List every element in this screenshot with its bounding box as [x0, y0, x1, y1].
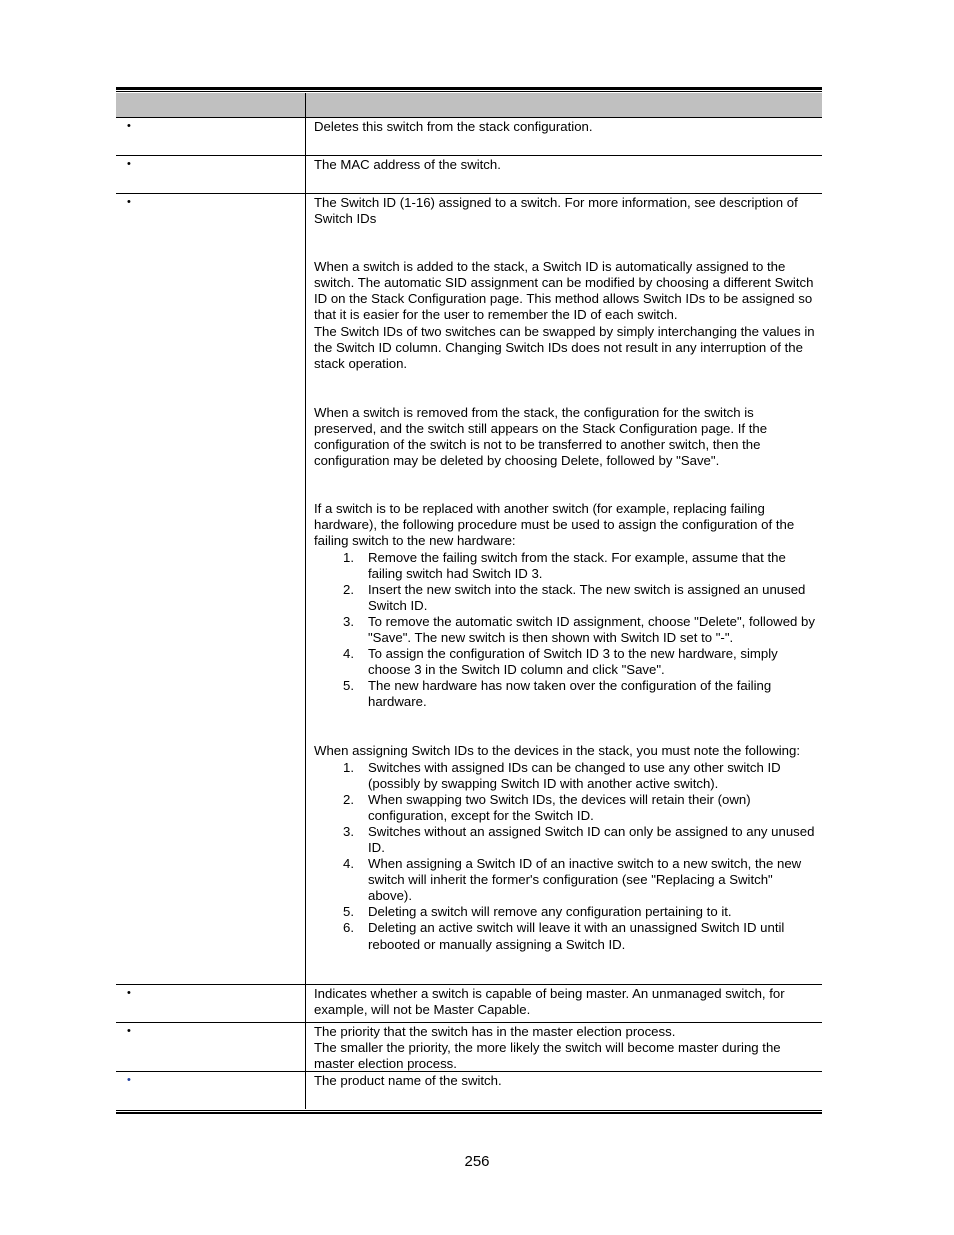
list-text: To assign the configuration of Switch ID 3 to the new hardware, simply choose 3 in the Switch ID column and click "Save".: [368, 646, 778, 678]
list-number: 3.: [343, 613, 354, 629]
list-text: When swapping two Switch IDs, the devices will retain their (own) configuration, except for the Switch ID.: [368, 791, 751, 823]
page-number: 256: [464, 1153, 490, 1170]
list-number: 2.: [343, 791, 354, 807]
table-bottom-rule-thin: [116, 1110, 822, 1111]
table-bottom-rule: [116, 1112, 822, 1114]
description-text: The Switch ID (1-16) assigned to a switch. For more information, see description of Switch IDs: [314, 195, 798, 227]
list-item: [314, 824, 816, 856]
row-object-cell: [116, 985, 306, 1022]
list-item: [314, 856, 816, 904]
row-object-cell: [116, 118, 306, 155]
row-description-cell: [306, 1023, 822, 1071]
description-text: The Switch IDs of two switches can be swapped by simply interchanging the values in the Switch ID column. Changing Switch IDs does not result in any interruption of the stack operation.: [314, 323, 815, 371]
parameter-table: [116, 87, 822, 1114]
list-number: 5.: [343, 678, 354, 694]
description-text: When assigning Switch IDs to the devices in the stack, you must note the following:: [314, 743, 800, 759]
list-number: 6.: [343, 920, 354, 936]
row-description-cell: [306, 194, 822, 984]
list-text: Deleting a switch will remove any configuration pertaining to it.: [368, 904, 732, 920]
list-item: [314, 582, 816, 614]
bullet-icon: •: [127, 120, 131, 132]
list-item: [314, 920, 816, 952]
list-text: To remove the automatic switch ID assignment, choose "Delete", followed by "Save". The new switch is then shown with Switch ID set to "-".: [368, 613, 815, 645]
row-description-cell: [306, 985, 822, 1022]
table-top-rule-thin: [116, 91, 822, 92]
bullet-icon: •: [127, 158, 131, 170]
list-item: [314, 550, 816, 582]
list-item: [314, 646, 816, 678]
list-number: 5.: [343, 904, 354, 920]
bullet-icon: •: [127, 987, 131, 999]
list-text: Insert the new switch into the stack. The new switch is assigned an unused Switch ID.: [368, 581, 806, 613]
list-number: 4.: [343, 856, 354, 872]
paragraph-gap: [314, 469, 816, 501]
list-item: [314, 614, 816, 646]
list-item: [314, 904, 816, 920]
description-text: The priority that the switch has in the master election process.: [314, 1024, 676, 1039]
paragraph-gap: [314, 227, 816, 259]
list-text: Switches without an assigned Switch ID can only be assigned to any unused ID.: [368, 823, 815, 855]
bullet-icon: •: [127, 1025, 131, 1037]
row-object-cell: [116, 1023, 306, 1071]
list-item: [314, 792, 816, 824]
list-text: When assigning a Switch ID of an inactive switch to a new switch, the new switch will inherit the former's configuration (see "Replacing a Switch" above).: [368, 856, 802, 904]
table-row: [116, 985, 822, 1023]
paragraph-gap: [314, 372, 816, 405]
paragraph-gap: [314, 710, 816, 743]
table-row: [116, 1023, 822, 1072]
row-object-cell: [116, 194, 306, 984]
bullet-icon: •: [127, 1074, 131, 1086]
header-cell-object: [116, 93, 306, 117]
description-text: Indicates whether a switch is capable of being master. An unmanaged switch, for example, will not be Master Capable.: [314, 986, 785, 1018]
list-text: Remove the failing switch from the stack. For example, assume that the failing switch had Switch ID 3.: [368, 549, 786, 581]
table-row: [116, 1072, 822, 1109]
list-number: 2.: [343, 581, 354, 597]
row-description-cell: [306, 156, 822, 193]
description-text: The smaller the priority, the more likely the switch will become master during the master election process.: [314, 1040, 781, 1072]
list-text: Deleting an active switch will leave it with an unassigned Switch ID until rebooted or manually assigning a Switch ID.: [368, 920, 785, 952]
replace-switch-steps: [314, 550, 816, 711]
switch-id-notes: [314, 760, 816, 953]
description-text: If a switch is to be replaced with another switch (for example, replacing failing hardware), the following procedure must be used to assign the configuration of the failing switch to the new hardware:: [314, 501, 795, 549]
description-text: When a switch is removed from the stack, the configuration for the switch is preserved, and the switch still appears on the Stack Configuration page. If the configuration of the switch is not to be transferred to another switch, then the configuration may be deleted by choosing Delete, followed by "Save".: [314, 404, 768, 469]
list-number: 1.: [343, 759, 354, 775]
table-row: [116, 156, 822, 194]
list-number: 1.: [343, 549, 354, 565]
row-object-cell: [116, 156, 306, 193]
list-item: [314, 678, 816, 710]
list-number: 3.: [343, 823, 354, 839]
row-description-cell: [306, 1072, 822, 1109]
description-text: The MAC address of the switch.: [314, 157, 501, 172]
bullet-icon: •: [127, 196, 131, 208]
list-item: [314, 760, 816, 792]
row-object-cell: [116, 1072, 306, 1109]
description-text: When a switch is added to the stack, a Switch ID is automatically assigned to the switch. The automatic SID assignment can be modified by choosing a different Switch ID on the Stack Configuration page. This method allows Switch IDs to be assigned so that it is easier for the user to remember the ID of each switch.: [314, 259, 814, 323]
row-description-cell: [306, 118, 822, 155]
description-text: Deletes this switch from the stack configuration.: [314, 119, 593, 134]
description-text: The product name of the switch.: [314, 1073, 502, 1088]
header-cell-description: [306, 93, 822, 117]
list-text: The new hardware has now taken over the configuration of the failing hardware.: [368, 678, 772, 710]
table-header: [116, 93, 822, 118]
table-row: [116, 118, 822, 156]
table-top-rule: [116, 87, 822, 90]
table-row: [116, 194, 822, 985]
list-text: Switches with assigned IDs can be changed to use any other switch ID (possibly by swapping Switch ID with another active switch).: [368, 759, 781, 791]
list-number: 4.: [343, 646, 354, 662]
